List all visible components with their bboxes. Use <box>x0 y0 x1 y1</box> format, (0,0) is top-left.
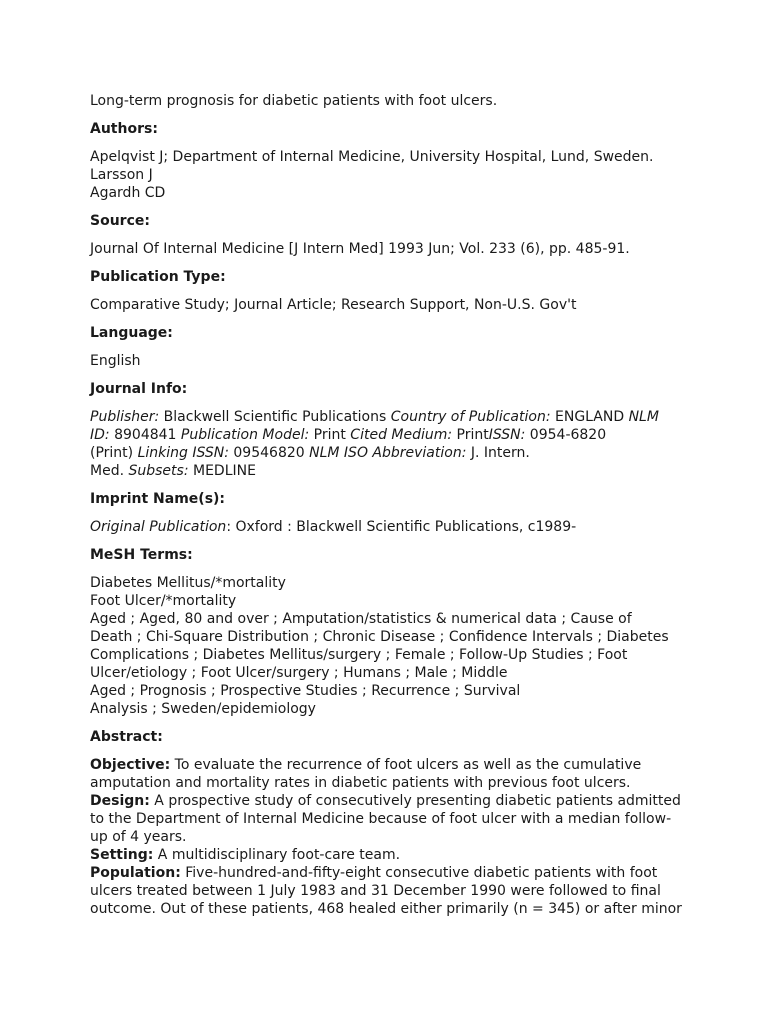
abstract-line: amputation and mortality rates in diabetic patients with previous foot ulcers. <box>90 775 631 791</box>
abstract-line <box>90 864 690 882</box>
journal-info-line <box>90 462 690 480</box>
source-text: Journal Of Internal Medicine [J Intern Med] 1993 Jun; Vol. 233 (6), pp. 485-91. <box>90 241 630 257</box>
mesh-line: Complications ; Diabetes Mellitus/surgery ; Female ; Follow-Up Studies ; Foot <box>90 647 628 663</box>
issn-value: 0954-6820 <box>525 427 607 443</box>
journal-info-line <box>90 408 690 426</box>
publication-model-value: Print <box>309 427 351 443</box>
publication-type-text: Comparative Study; Journal Article; Research Support, Non-U.S. Gov't <box>90 297 577 313</box>
country-label: Country of Publication: <box>390 409 551 425</box>
issn-label: ISSN: <box>488 427 526 443</box>
abstract-line <box>90 792 690 810</box>
mesh-line: Diabetes Mellitus/*mortality <box>90 575 286 591</box>
authors-list <box>90 148 690 202</box>
journal-info-line <box>90 444 690 462</box>
publisher-value: Blackwell Scientific Publications <box>159 409 391 425</box>
mesh-line: Foot Ulcer/*mortality <box>90 593 237 609</box>
nlm-id-label: NLM <box>628 409 659 425</box>
language-text: English <box>90 353 141 369</box>
mesh-line: Death ; Chi-Square Distribution ; Chronic Disease ; Confidence Intervals ; Diabetes <box>90 629 669 645</box>
record-content <box>90 92 690 928</box>
iso-abbreviation-label: NLM ISO Abbreviation: <box>309 445 467 461</box>
journal-info-heading: Journal Info: <box>90 381 188 397</box>
design-label: Design: <box>90 793 150 809</box>
nlm-id-value: 8904841 <box>109 427 181 443</box>
iso-abbreviation-value: J. Intern. <box>466 445 530 461</box>
design-text: A prospective study of consecutively presenting diabetic patients admitted <box>149 793 681 809</box>
cited-medium-label: Cited Medium: <box>350 427 453 443</box>
publisher-label: Publisher: <box>90 409 160 425</box>
imprint-value: : Oxford : Blackwell Scientific Publications, c1989- <box>226 519 577 535</box>
author-line: Agardh CD <box>90 185 166 201</box>
print-prefix: (Print) <box>90 445 138 461</box>
subsets-value: MEDLINE <box>188 463 256 479</box>
setting-label: Setting: <box>90 847 154 863</box>
abstract-line <box>90 846 690 864</box>
imprint-text <box>90 518 690 536</box>
nlm-id-label-cont: ID: <box>90 427 110 443</box>
abstract-line: outcome. Out of these patients, 468 healed either primarily (n = 345) or after minor <box>90 901 682 917</box>
authors-heading: Authors: <box>90 121 158 137</box>
imprint-heading: Imprint Name(s): <box>90 491 226 507</box>
abstract-line: up of 4 years. <box>90 829 187 845</box>
journal-info-line <box>90 426 690 444</box>
mesh-line: Ulcer/etiology ; Foot Ulcer/surgery ; Humans ; Male ; Middle <box>90 665 508 681</box>
abstract-heading: Abstract: <box>90 729 163 745</box>
subsets-prefix: Med. <box>90 463 129 479</box>
abstract-line: to the Department of Internal Medicine because of foot ulcer with a median follow- <box>90 811 672 827</box>
mesh-heading: MeSH Terms: <box>90 547 193 563</box>
mesh-line: Aged ; Aged, 80 and over ; Amputation/statistics & numerical data ; Cause of <box>90 611 632 627</box>
setting-text: A multidisciplinary foot-care team. <box>153 847 401 863</box>
source-heading: Source: <box>90 213 150 229</box>
abstract-line: ulcers treated between 1 July 1983 and 31 December 1990 were followed to final <box>90 883 661 899</box>
subsets-label: Subsets: <box>128 463 189 479</box>
population-label: Population: <box>90 865 181 881</box>
objective-text: To evaluate the recurrence of foot ulcers as well as the cumulative <box>170 757 642 773</box>
country-value: ENGLAND <box>550 409 629 425</box>
author-line: Apelqvist J; Department of Internal Medicine, University Hospital, Lund, Sweden. <box>90 149 654 165</box>
abstract-body <box>90 756 690 918</box>
objective-label: Objective: <box>90 757 171 773</box>
mesh-line: Aged ; Prognosis ; Prospective Studies ; Recurrence ; Survival <box>90 683 521 699</box>
abstract-line <box>90 756 690 774</box>
mesh-line: Analysis ; Sweden/epidemiology <box>90 701 316 717</box>
population-text: Five-hundred-and-fifty-eight consecutive diabetic patients with foot <box>180 865 658 881</box>
linking-issn-value: 09546820 <box>228 445 310 461</box>
journal-info-block <box>90 408 690 480</box>
article-title: Long-term prognosis for diabetic patients with foot ulcers. <box>90 93 498 109</box>
imprint-label: Original Publication <box>90 519 227 535</box>
cited-medium-value: Print <box>452 427 489 443</box>
linking-issn-label: Linking ISSN: <box>137 445 229 461</box>
language-heading: Language: <box>90 325 173 341</box>
mesh-terms <box>90 574 690 718</box>
author-line: Larsson J <box>90 167 153 183</box>
publication-type-heading: Publication Type: <box>90 269 226 285</box>
publication-model-label: Publication Model: <box>180 427 310 443</box>
